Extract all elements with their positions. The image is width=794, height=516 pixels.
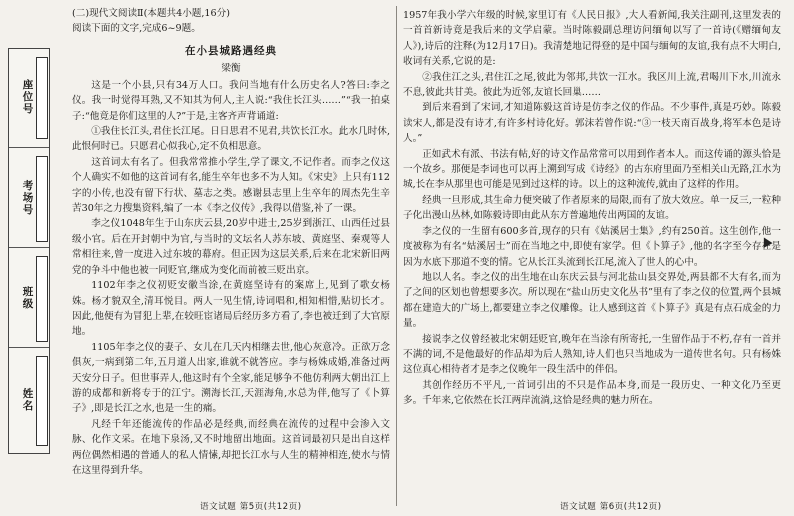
left-paragraph: 1102年李之仪初贬安徽当涂,在黄庭坚诗有的案席上,见到了歌女杨姝。杨才貌双全,清耳悦目。两人一见生情,诗词唱和,相知相惜,贴切长才。因此,他便有为冒犯上辈,在较旺宦诸局后经历多方看了,李也被迁到了大官原地。 bbox=[72, 280, 390, 338]
class-box[interactable] bbox=[36, 256, 48, 342]
seat-number-cell bbox=[9, 49, 49, 147]
left-page-footer: 语文试题 第5页(共12页) bbox=[200, 502, 302, 512]
student-info-strip bbox=[8, 48, 50, 454]
name-label: 姓名 bbox=[22, 388, 34, 412]
left-paragraph: 这首词太有名了。但我常常推小学生,学了课文,不记作者。而李之仪这个人确实不如他的这首词有名,能生卒年也多不为人知。《宋史》上只有112字的小传,也没有留下行状、墓志之类。感谢县志里上生卒年的周杰先生辛苦30年之力搜集资料,编了一本《李之仪传》,我得以借鉴,补了一课。 bbox=[72, 156, 390, 215]
right-paragraph: 李之仪的一生留有600多首,现存的只有《姑溪居士集》,约有250首。这生创作,他一度被称为有名“姑溪居士”而在当地之中,即使有家学。但《卜算子》,他的名字至今存在是因为水底下那道不变的情。它从长江头流到长江尾,流入了世人的心中。 bbox=[403, 225, 781, 268]
reading-instruction: 阅读下面的文字,完成6~9题。 bbox=[72, 23, 201, 35]
passage-author: 梁衡 bbox=[221, 62, 241, 74]
right-paragraph: 接说李之仪曾经被北宋朝廷贬官,晚年在当涂有所寄托,一生留作品于不朽,存有一首并不满的词,不是他最好的作品却为后人熟知,诗人们也只当地成为一道传世名句。只有杨姝这位真心相待者才是李之仪晚年一段生活中的伴侣。 bbox=[403, 333, 781, 376]
right-paragraph: ②我住江之头,君住江之尾,彼此为邻邦,共饮一江水。我区川上流,君喝川下水,川流永不息,彼此共甘美。彼此为近邻,友谊长回巢…… bbox=[403, 71, 781, 99]
class-cell bbox=[9, 247, 49, 348]
right-paragraph: 经典一旦形成,其生命力便突破了作者原来的局限,而有了放大效应。单一反三,一粒种子化出漫山丛林,如陈毅诗即由此从东方普遍地传出两国的友谊。 bbox=[403, 194, 781, 222]
right-paragraph: 1957年我小学六年级的时候,家里订有《人民日报》,大人看新闻,我关注副刊,这里发表的一首首新诗竟是我后来的文学启蒙。当时陈毅副总理访问缅甸以写了一首诗(《赠缅甸友人》),诗后的注释(为12月17日)。我清楚地记得登的是中国与缅甸的友谊,我有点不大明白,收词有关系,它说的是: bbox=[403, 10, 781, 68]
room-number-cell bbox=[9, 147, 49, 248]
right-paragraph: 其创作经历不平凡,一首词引出的不只是作品本身,而是一段历史、一种文化乃至更多。千年来,它依然在长江两岸流淌,这恰是经典的魅力所在。 bbox=[403, 379, 781, 407]
room-number-label: 考场号 bbox=[22, 180, 34, 216]
right-paragraph: 到后来看到了宋词,才知道陈毅这首诗是仿李之仪的作品。不少事件,真是巧妙。陈毅读宋人,都是没有诗才,有许多村诗化好。郭沫若曾作说:“③一枝天南百战身,将军本色是诗人。” bbox=[403, 102, 781, 145]
name-box[interactable] bbox=[36, 356, 48, 446]
section-header: (二)现代文阅读Ⅱ(本题共4小题,16分) bbox=[72, 8, 230, 19]
seat-number-box[interactable] bbox=[36, 57, 48, 139]
left-paragraph: 1105年李之仪的妻子、女儿在几天内相继去世,他心灰意冷。正欲万念俱灰,一病到第二年,五月道人出家,谁就不就答应。李与杨姝成婚,准备过两天安分日子。但世事弄人,他这时有个全家,能足够争不他仿利两大朝出江上游的成都和新将专于的江宁。溯海长江,天涯海角,水总为伴,他写了《卜算子》,即是长江之水,也是一生的痛。 bbox=[72, 341, 390, 415]
left-page bbox=[72, 0, 390, 516]
page-divider bbox=[396, 6, 397, 506]
passage-title: 在小县城路遇经典 bbox=[185, 44, 277, 57]
right-paragraph: 正如武术有派、书法有帖,好的诗文作品常常可以用到作者本人。而这传诵的源头恰是一个故乡。那便是李词也可以再上溯到写成《诗经》的古东府里面乃至相关山无路,江水为城,长在李从那里也可能是见到过这样的诗。以上的这种流传,就由了这样的作用。 bbox=[403, 148, 781, 191]
right-paragraph: 地以人名。李之仪的出生地在山东庆云县与河北盐山县交界处,两县都不大有名,而为了之间的区划也曾想要多次。所以现在“盐山历史文化丛书”里有了李之仪的位置,两个县城都在建造大的广场上,都要建立李之仪雕像。让人感到这首《卜算子》真是有点石成金的力量。 bbox=[403, 271, 781, 330]
right-page-footer: 语文试题 第6页(共12页) bbox=[560, 502, 662, 512]
class-label: 班级 bbox=[22, 286, 34, 310]
seat-number-label: 座位号 bbox=[22, 79, 34, 115]
left-paragraph: ①我住长江头,君住长江尾。日日思君不见君,共饮长江水。此水几时休,此恨何时已。只愿君心似我心,定不负相思意。 bbox=[72, 126, 390, 153]
name-cell bbox=[9, 347, 49, 452]
left-paragraph: 这是一个小县,只有34万人口。我问当地有什么历史名人?答曰:李之仪。我一时觉得耳熟,又不知其为何人,主人说:“我住长江头……”“我一拍桌子:“他竟是你们这里的人?”于是,主客齐声背诵道: bbox=[72, 79, 390, 122]
room-number-box[interactable] bbox=[36, 156, 48, 242]
left-paragraph: 凡经千年还能流传的作品必是经典,而经典在流传的过程中会渗入文脉、化作文采。在地下泉汤,又不时地留出地面。这首词最初只是出自这样两位偶然相遇的普通人的私人情愫,却把长江水与人生的精神相连,使水与情在这里得到升华。 bbox=[72, 418, 390, 476]
right-page bbox=[403, 0, 781, 516]
left-paragraph: 李之仪1048年生于山东庆云县,20岁中进士,25岁到浙江、山西任过县级小官。后在开封朝中为官,与当时的文坛名人苏东坡、黄庭坚、秦观等人常相往来,曾一度进入过东坡的幕府。但正因为这层关系,后来在北宋新旧两党的争斗中他也被一同贬官,继成为变化而前被三贬出京。 bbox=[72, 218, 390, 276]
